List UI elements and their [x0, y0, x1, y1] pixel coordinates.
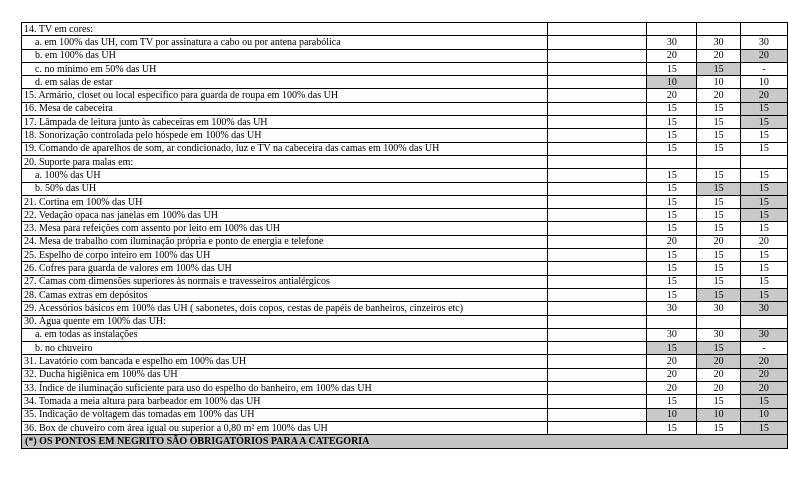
- spacer-cell: [548, 209, 647, 222]
- table-row: [22, 342, 788, 355]
- item-description: 26. Cofres para guarda de valores em 100% das UH: [22, 262, 548, 275]
- spacer-cell: [548, 382, 647, 395]
- table-row: [22, 382, 788, 395]
- score-cell-1: 15: [647, 262, 697, 275]
- table-row: [22, 195, 788, 208]
- score-cell-1: 20: [647, 89, 697, 102]
- score-cell-2: 30: [697, 302, 740, 315]
- score-cell-1: 15: [647, 62, 697, 75]
- score-cell-1: 30: [647, 328, 697, 341]
- table-row: [22, 129, 788, 142]
- score-cell-2: 20: [697, 235, 740, 248]
- score-cell-3: 10: [740, 408, 787, 421]
- score-cell-3: 20: [740, 368, 787, 381]
- table-row: [22, 288, 788, 301]
- score-cell-2: 15: [697, 142, 740, 155]
- item-description: 32. Ducha higiênica em 100% das UH: [22, 368, 548, 381]
- item-description: 34. Tomada a meia altura para barbeador em 100% das UH: [22, 395, 548, 408]
- score-cell-3: [740, 155, 787, 168]
- score-cell-3: 15: [740, 116, 787, 129]
- sub-item-description: a. em 100% das UH, com TV por assinatura a cabo ou por antena parabólica: [22, 36, 548, 49]
- score-cell-2: 15: [697, 182, 740, 195]
- table-row: [22, 408, 788, 421]
- spacer-cell: [548, 235, 647, 248]
- score-cell-1: 15: [647, 182, 697, 195]
- sub-item-description: d. em salas de estar: [22, 76, 548, 89]
- score-cell-3: 30: [740, 36, 787, 49]
- sub-item-description: a. em todas as instalações: [22, 328, 548, 341]
- item-description: 16. Mesa de cabeceira: [22, 102, 548, 115]
- spacer-cell: [548, 355, 647, 368]
- spacer-cell: [548, 328, 647, 341]
- item-description: 29. Acessórios básicos em 100% das UH ( sabonetes, dois copos, cestas de papéis de banheiros, cinzeiros etc): [22, 302, 548, 315]
- score-cell-3: 20: [740, 89, 787, 102]
- score-cell-3: 10: [740, 76, 787, 89]
- spacer-cell: [548, 129, 647, 142]
- score-cell-2: 10: [697, 76, 740, 89]
- item-description: 14. TV em cores:: [22, 23, 548, 36]
- score-cell-1: [647, 155, 697, 168]
- score-cell-2: 20: [697, 89, 740, 102]
- score-cell-1: 20: [647, 368, 697, 381]
- sub-item-description: b. no chuveiro: [22, 342, 548, 355]
- item-description: 23. Mesa para refeições com assento por leito em 100% das UH: [22, 222, 548, 235]
- score-cell-1: 15: [647, 421, 697, 434]
- score-cell-1: 15: [647, 222, 697, 235]
- score-cell-1: 15: [647, 249, 697, 262]
- score-cell-3: 20: [740, 382, 787, 395]
- score-cell-2: 15: [697, 209, 740, 222]
- score-cell-3: 15: [740, 222, 787, 235]
- score-cell-3: -: [740, 342, 787, 355]
- table-row: [22, 89, 788, 102]
- score-cell-2: 15: [697, 129, 740, 142]
- spacer-cell: [548, 315, 647, 328]
- item-description: 24. Mesa de trabalho com iluminação própria e ponto de energia e telefone: [22, 235, 548, 248]
- spacer-cell: [548, 275, 647, 288]
- spacer-cell: [548, 195, 647, 208]
- sub-item-description: a. 100% das UH: [22, 169, 548, 182]
- score-cell-2: 15: [697, 395, 740, 408]
- item-description: 27. Camas com dimensões superiores às normais e travesseiros antialérgicos: [22, 275, 548, 288]
- score-cell-1: 20: [647, 49, 697, 62]
- score-cell-2: 15: [697, 169, 740, 182]
- score-cell-3: 30: [740, 302, 787, 315]
- spacer-cell: [548, 249, 647, 262]
- score-cell-1: 15: [647, 209, 697, 222]
- sub-item-description: b. em 100% das UH: [22, 49, 548, 62]
- score-cell-2: 15: [697, 222, 740, 235]
- score-cell-1: 10: [647, 76, 697, 89]
- spacer-cell: [548, 368, 647, 381]
- score-cell-1: 15: [647, 288, 697, 301]
- score-cell-3: 15: [740, 209, 787, 222]
- score-cell-2: [697, 23, 740, 36]
- score-cell-2: 15: [697, 275, 740, 288]
- table-row: [22, 182, 788, 195]
- score-cell-1: 15: [647, 395, 697, 408]
- score-cell-3: [740, 23, 787, 36]
- score-cell-3: 15: [740, 142, 787, 155]
- table-row: [22, 62, 788, 75]
- table-row: [22, 36, 788, 49]
- footer-note: (*) OS PONTOS EM NEGRITO SÃO OBRIGATÓRIOS PARA A CATEGORIA: [22, 435, 788, 448]
- item-description: 17. Lâmpada de leitura junto às cabeceiras em 100% das UH: [22, 116, 548, 129]
- spacer-cell: [548, 169, 647, 182]
- section-header-row: [22, 23, 788, 36]
- spacer-cell: [548, 23, 647, 36]
- spacer-cell: [548, 76, 647, 89]
- item-description: 15. Armário, closet ou local específico para guarda de roupa em 100% das UH: [22, 89, 548, 102]
- score-cell-3: 15: [740, 102, 787, 115]
- score-cell-1: 15: [647, 195, 697, 208]
- score-cell-3: 20: [740, 355, 787, 368]
- table-row: [22, 116, 788, 129]
- score-cell-3: [740, 315, 787, 328]
- score-cell-2: 20: [697, 355, 740, 368]
- table-row: [22, 169, 788, 182]
- item-description: 33. Índice de iluminação suficiente para uso do espelho do banheiro, em 100% das UH: [22, 382, 548, 395]
- sub-item-description: b. 50% das UH: [22, 182, 548, 195]
- score-cell-3: 15: [740, 182, 787, 195]
- table-row: [22, 49, 788, 62]
- score-cell-1: 20: [647, 235, 697, 248]
- table-row: [22, 102, 788, 115]
- spacer-cell: [548, 408, 647, 421]
- score-cell-2: 15: [697, 102, 740, 115]
- score-cell-2: 20: [697, 368, 740, 381]
- table-row: [22, 368, 788, 381]
- score-cell-3: 15: [740, 129, 787, 142]
- spacer-cell: [548, 142, 647, 155]
- score-cell-3: 20: [740, 235, 787, 248]
- score-cell-1: [647, 315, 697, 328]
- table-row: [22, 302, 788, 315]
- item-description: 35. Indicação de voltagem das tomadas em 100% das UH: [22, 408, 548, 421]
- spacer-cell: [548, 342, 647, 355]
- score-cell-2: [697, 315, 740, 328]
- item-description: 28. Camas extras em depósitos: [22, 288, 548, 301]
- score-cell-3: 15: [740, 288, 787, 301]
- score-cell-1: 30: [647, 36, 697, 49]
- table-row: [22, 76, 788, 89]
- score-cell-1: 20: [647, 355, 697, 368]
- table-row: [22, 262, 788, 275]
- spacer-cell: [548, 102, 647, 115]
- spacer-cell: [548, 288, 647, 301]
- score-cell-2: 30: [697, 36, 740, 49]
- score-cell-2: 20: [697, 49, 740, 62]
- score-cell-1: 10: [647, 408, 697, 421]
- table-row: [22, 209, 788, 222]
- spacer-cell: [548, 89, 647, 102]
- score-cell-2: 15: [697, 262, 740, 275]
- table-row: [22, 355, 788, 368]
- score-cell-2: 15: [697, 342, 740, 355]
- score-cell-1: 15: [647, 102, 697, 115]
- sub-item-description: c. no mínimo em 50% das UH: [22, 62, 548, 75]
- score-cell-3: 15: [740, 262, 787, 275]
- table-row: [22, 395, 788, 408]
- score-cell-1: 15: [647, 342, 697, 355]
- score-cell-2: 15: [697, 116, 740, 129]
- score-cell-2: 30: [697, 328, 740, 341]
- footer-row: [22, 435, 788, 448]
- spacer-cell: [548, 302, 647, 315]
- score-cell-2: [697, 155, 740, 168]
- score-cell-3: 20: [740, 49, 787, 62]
- score-cell-3: 15: [740, 421, 787, 434]
- item-description: 19. Comando de aparelhos de som, ar condicionado, luz e TV na cabeceira das camas em 100% das UH: [22, 142, 548, 155]
- table-row: [22, 222, 788, 235]
- score-cell-2: 20: [697, 382, 740, 395]
- score-cell-3: 15: [740, 275, 787, 288]
- table-row: [22, 275, 788, 288]
- item-description: 20. Suporte para malas em:: [22, 155, 548, 168]
- item-description: 18. Sonorização controlada pelo hóspede em 100% das UH: [22, 129, 548, 142]
- table-row: [22, 328, 788, 341]
- score-cell-1: [647, 23, 697, 36]
- spacer-cell: [548, 421, 647, 434]
- spacer-cell: [548, 116, 647, 129]
- table-row: [22, 249, 788, 262]
- item-description: 21. Cortina em 100% das UH: [22, 195, 548, 208]
- score-cell-1: 15: [647, 142, 697, 155]
- table-row: [22, 235, 788, 248]
- spacer-cell: [548, 222, 647, 235]
- spacer-cell: [548, 262, 647, 275]
- section-header-row: [22, 315, 788, 328]
- score-cell-1: 15: [647, 116, 697, 129]
- item-description: 31. Lavatório com bancada e espelho em 100% das UH: [22, 355, 548, 368]
- spacer-cell: [548, 36, 647, 49]
- score-cell-1: 20: [647, 382, 697, 395]
- spacer-cell: [548, 395, 647, 408]
- score-cell-1: 30: [647, 302, 697, 315]
- score-cell-3: 15: [740, 169, 787, 182]
- score-cell-3: 15: [740, 249, 787, 262]
- item-description: 36. Box de chuveiro com área igual ou superior a 0,80 m² em 100% das UH: [22, 421, 548, 434]
- score-cell-3: 30: [740, 328, 787, 341]
- score-cell-2: 15: [697, 249, 740, 262]
- spacer-cell: [548, 49, 647, 62]
- item-description: 25. Espelho de corpo inteiro em 100% das UH: [22, 249, 548, 262]
- section-header-row: [22, 155, 788, 168]
- score-cell-1: 15: [647, 129, 697, 142]
- criteria-table: [21, 22, 788, 449]
- spacer-cell: [548, 62, 647, 75]
- score-cell-1: 15: [647, 169, 697, 182]
- score-cell-2: 10: [697, 408, 740, 421]
- table-row: [22, 421, 788, 434]
- score-cell-2: 15: [697, 288, 740, 301]
- score-cell-3: -: [740, 62, 787, 75]
- score-cell-3: 15: [740, 395, 787, 408]
- table-row: [22, 142, 788, 155]
- score-cell-2: 15: [697, 62, 740, 75]
- spacer-cell: [548, 155, 647, 168]
- score-cell-3: 15: [740, 195, 787, 208]
- score-cell-1: 15: [647, 275, 697, 288]
- spacer-cell: [548, 182, 647, 195]
- item-description: 22. Vedação opaca nas janelas em 100% das UH: [22, 209, 548, 222]
- score-cell-2: 15: [697, 421, 740, 434]
- score-cell-2: 15: [697, 195, 740, 208]
- item-description: 30. Água quente em 100% das UH:: [22, 315, 548, 328]
